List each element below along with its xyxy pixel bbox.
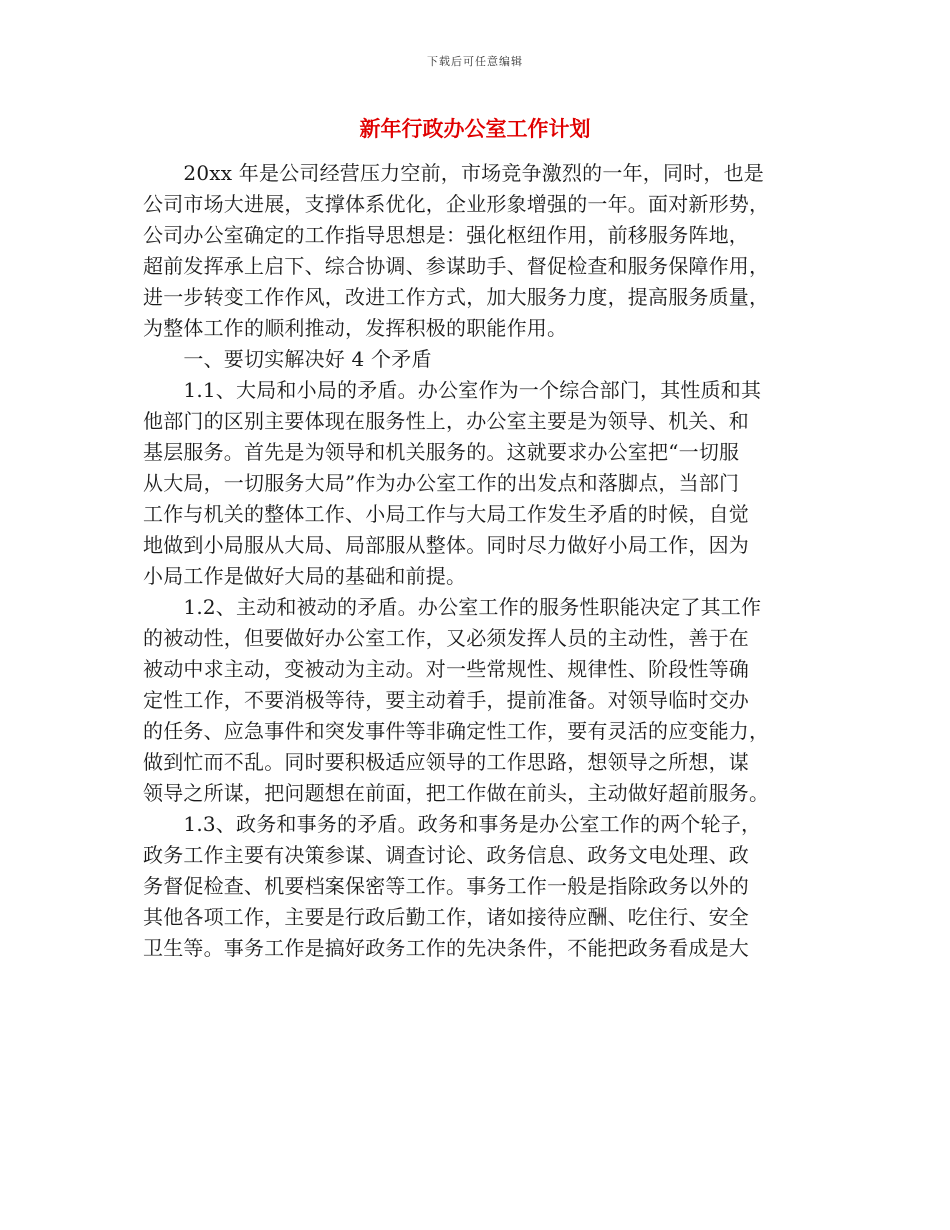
text-line: 20xx 年是公司经营压力空前，市场竞争激烈的一年，同时，也是 (143, 161, 764, 185)
text-line: 做到忙而不乱。同时要积极适应领导的工作思路，想领导之所想，谋 (143, 750, 749, 774)
text-line: 的被动性，但要做好办公室工作，又必须发挥人员的主动性，善于在 (143, 626, 749, 650)
text-line: 工作与机关的整体工作、小局工作与大局工作发生矛盾的时候，自觉 (143, 502, 749, 526)
text-line: 的任务、应急事件和突发事件等非确定性工作，要有灵活的应变能力， (143, 719, 770, 743)
text-line: 领导之所谋，把问题想在前面，把工作做在前头，主动做好超前服务。 (143, 781, 770, 805)
text-line: 地做到小局服从大局、局部服从整体。同时尽力做好小局工作，因为 (143, 533, 749, 557)
section-heading: 一、要切实解决好 4 个矛盾 (143, 347, 432, 371)
text-line: 超前发挥承上启下、综合协调、参谋助手、督促检查和服务保障作用， (143, 254, 770, 278)
document-title: 新年行政办公室工作计划 (359, 117, 591, 141)
header-note: 下载后可任意编辑 (427, 55, 523, 68)
text-line: 其他各项工作，主要是行政后勤工作，诸如接待应酬、吃住行、安全 (143, 905, 749, 929)
text-line: 务督促检查、机要档案保密等工作。事务工作一般是指除政务以外的 (143, 874, 749, 898)
text-line: 公司市场大进展，支撑体系优化，企业形象增强的一年。面对新形势， (143, 192, 770, 216)
text-line: 进一步转变工作作风，改进工作方式，加大服务力度，提高服务质量， (143, 285, 770, 309)
text-line: 卫生等。事务工作是搞好政务工作的先决条件，不能把政务看成是大 (143, 936, 749, 960)
text-line: 政务工作主要有决策参谋、调查讨论、政务信息、政务文电处理、政 (143, 843, 749, 867)
text-line: 他部门的区别主要体现在服务性上，办公室主要是为领导、机关、和 (143, 409, 749, 433)
text-line: 为整体工作的顺利推动，发挥积极的职能作用。 (143, 316, 568, 340)
text-line: 公司办公室确定的工作指导思想是：强化枢纽作用，前移服务阵地， (143, 223, 749, 247)
text-line: 定性工作，不要消极等待，要主动着手，提前准备。对领导临时交办 (143, 688, 749, 712)
text-line: 被动中求主动，变被动为主动。对一些常规性、规律性、阶段性等确 (143, 657, 749, 681)
text-line: 1.2、主动和被动的矛盾。办公室工作的服务性职能决定了其工作 (143, 595, 762, 619)
text-line: 从大局，一切服务大局”作为办公室工作的出发点和落脚点，当部门 (143, 471, 740, 495)
document-body (143, 158, 808, 964)
text-line: 1.1、大局和小局的矛盾。办公室作为一个综合部门，其性质和其 (143, 378, 762, 402)
text-line: 1.3、政务和事务的矛盾。政务和事务是办公室工作的两个轮子， (143, 812, 762, 836)
text-line: 基层服务。首先是为领导和机关服务的。这就要求办公室把“一切服 (143, 440, 740, 464)
text-line: 小局工作是做好大局的基础和前提。 (143, 564, 467, 588)
